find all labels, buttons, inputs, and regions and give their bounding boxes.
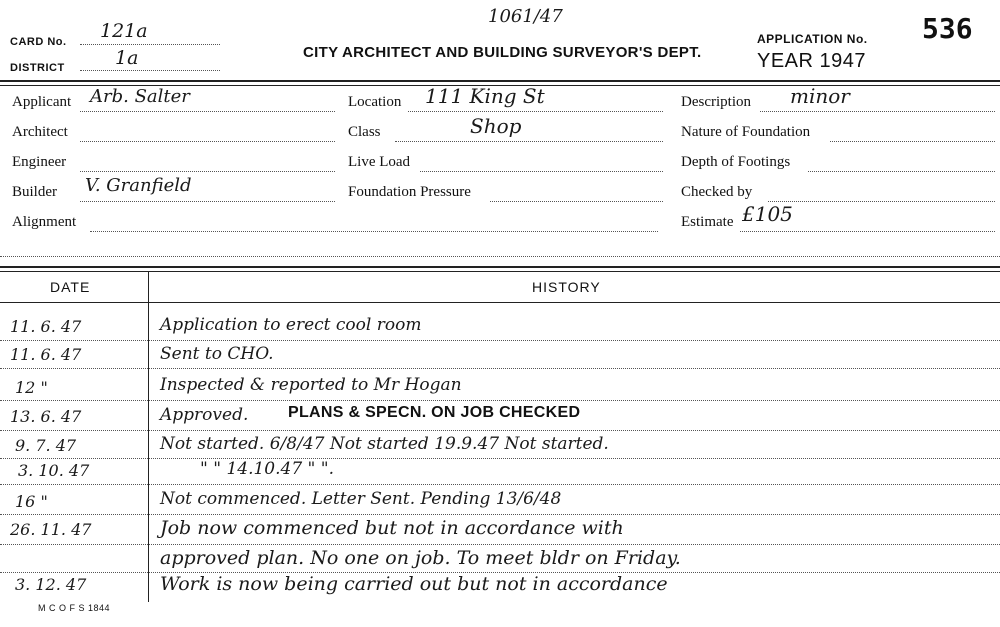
class-line [395,141,663,142]
row-history: " " 14.10.47 " ". [200,459,334,479]
checked-by-label: Checked by [681,184,753,200]
estimate-label: Estimate [681,214,734,230]
header-rule [0,80,1000,82]
alignment-label: Alignment [12,214,77,230]
column-divider [148,272,149,602]
row-date: 13. 6. 47 [10,407,82,426]
row-date: 11. 6. 47 [10,345,82,364]
engineer-line [80,171,335,172]
class-label: Class [348,124,381,140]
foundation-pressure-label: Foundation Pressure [348,184,471,200]
fields-bottom-line [0,256,1000,257]
row-date: 26. 11. 47 [10,520,92,539]
description-value: minor [790,84,850,108]
location-label: Location [348,94,402,110]
alignment-line [90,231,658,232]
table-top-rule [0,266,1000,268]
description-line [760,111,995,112]
table-top-rule-thin [0,271,1000,272]
row-date: 9. 7. 47 [15,436,77,455]
row-line [0,484,1000,485]
card-no-line [80,44,220,45]
estimate-value: £105 [742,202,793,226]
row-history: Work is now being carried out but not in accordance [160,573,668,595]
form-code: M C O F S 1844 [38,603,111,613]
row-line [0,430,1000,431]
row-history: Not commenced. Letter Sent. Pending 13/6/48 [160,489,562,509]
live-load-line [420,171,663,172]
row-line [0,514,1000,515]
row-date: 16 " [15,492,48,511]
row-line [0,544,1000,545]
row-history: Not started. 6/8/47 Not started 19.9.47 Not started. [160,434,609,454]
live-load-label: Live Load [348,154,411,170]
row-history: Job now commenced but not in accordance with [160,517,624,539]
row-date: 12 " [15,378,48,397]
location-value: 111 King St [425,84,545,108]
builder-label: Builder [12,184,57,200]
row-line [0,400,1000,401]
checked-line [768,201,995,202]
nature-line [830,141,995,142]
department-title: CITY ARCHITECT AND BUILDING SURVEYOR'S DEPT. [303,44,702,61]
application-number: 536 [922,12,973,45]
row-line [0,458,1000,459]
description-label: Description [681,94,751,110]
top-reference: 1061/47 [488,6,563,27]
class-value: Shop [470,114,522,138]
approval-stamp: PLANS & SPECN. ON JOB CHECKED [288,404,581,421]
applicant-value: Arb. Salter [90,86,190,107]
district-line [80,70,220,71]
architect-line [80,141,335,142]
district-value: 1a [115,47,139,69]
applicant-label: Applicant [12,94,72,110]
row-history: Application to erect cool room [160,315,422,335]
card-no-label: CARD No. [10,36,67,48]
estimate-line [740,231,995,232]
depth-line [808,171,995,172]
applicant-line [80,111,335,112]
year-label: YEAR 1947 [757,50,867,72]
builder-line [80,201,335,202]
row-history: Approved. [160,405,249,425]
row-date: 11. 6. 47 [10,317,82,336]
date-column-header: DATE [50,279,91,295]
district-label: DISTRICT [10,62,65,74]
row-history: Sent to CHO. [160,344,274,364]
architect-label: Architect [12,124,68,140]
depth-of-footings-label: Depth of Footings [681,154,791,170]
row-history: Inspected & reported to Mr Hogan [160,375,462,395]
foundation-pressure-line [490,201,663,202]
builder-value: V. Granfield [85,175,192,196]
location-line [408,111,663,112]
row-line [0,340,1000,341]
row-line [0,368,1000,369]
card-no-value: 121a [100,20,148,42]
row-history: approved plan. No one on job. To meet bldr on Friday. [160,547,681,569]
row-date: 3. 12. 47 [15,575,87,594]
row-date: 3. 10. 47 [18,461,90,480]
application-no-label: APPLICATION No. [757,32,868,46]
history-column-header: HISTORY [532,279,601,295]
nature-of-foundation-label: Nature of Foundation [681,124,811,140]
engineer-label: Engineer [12,154,67,170]
table-header-rule [0,302,1000,303]
